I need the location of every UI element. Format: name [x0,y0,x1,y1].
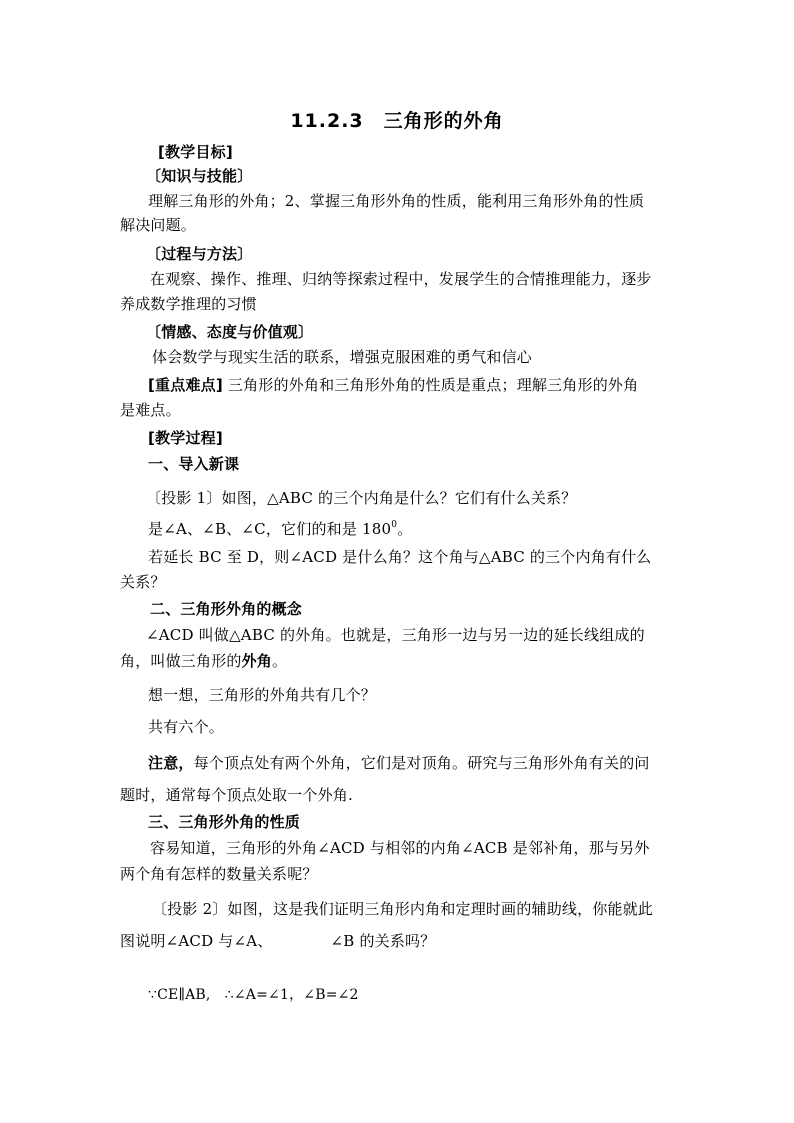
projection-2-part-a: 图说明∠ACD 与∠A、 [120,932,273,950]
note-line-2: 题时，通常每个顶点处取一个外角. [120,786,353,804]
six-answer: 共有六个。 [148,718,225,736]
degree-superscript: 0 [391,520,398,530]
concept-line-1: ∠ACD 叫做△ABC 的外角。也就是，三角形一边与另一边的延长线组成的 [146,626,645,644]
attitude-heading: 〔情感、态度与价值观〕 [146,323,314,341]
key-difficult-line-1 [148,375,708,395]
knowledge-text-line-1: 理解三角形的外角；2、掌握三角形外角的性质，能利用三角形外角的性质 [148,192,645,210]
objectives-label: [教学目标] [158,143,233,161]
attitude-text: 体会数学与现实生活的联系，增强克服困难的勇气和信心 [152,348,533,366]
process-text-line-1: 在观察、操作、推理、归纳等探索过程中，发展学生的合情推理能力，逐步 [150,270,652,288]
answer-1 [148,519,708,539]
section-3-heading: 三、三角形外角的性质 [148,813,301,831]
property-line-1: 容易知道，三角形的外角∠ACD 与相邻的内角∠ACB 是邻补角，那与另外 [150,839,650,857]
concept-2-end: 。 [272,652,288,670]
note-line-1 [148,753,708,773]
property-line-2: 两个角有怎样的数量关系呢？ [120,865,318,883]
knowledge-text-line-2: 解决问题。 [120,216,197,234]
process-heading: 〔过程与方法〕 [146,245,253,263]
answer-1-end: 。 [397,520,413,538]
projection-2-part-b: ∠B 的关系吗？ [330,932,436,950]
concept-line-2 [120,651,680,671]
projection-2-line-2 [120,931,680,951]
projection-1: 〔投影 1〕如图，△ABC 的三个内角是什么？它们有什么关系？ [146,489,577,507]
knowledge-heading: 〔知识与技能〕 [146,167,253,185]
process-text-line-2: 养成数学推理的习惯 [120,295,257,313]
process-label: [教学过程] [148,429,223,447]
answer-1-text: 是∠A、∠B、∠C，它们的和是 180 [148,520,392,538]
proof-line: ∵CE∥AB, ∴∠A=∠1，∠B=∠2 [148,987,359,1003]
extend-question-line-2: 关系？ [120,573,166,591]
page-title: 11.2.3 三角形的外角 [290,110,504,132]
key-difficult-line-2: 是难点。 [120,401,181,419]
section-1-heading: 一、导入新课 [148,455,240,473]
note-label: 注意， [148,754,194,772]
extend-question-line-1: 若延长 BC 至 D，则∠ACD 是什么角？这个角与△ABC 的三个内角有什么 [148,548,652,566]
key-text-1: 三角形的外角和三角形外角的性质是重点；理解三角形的外角 [227,376,639,394]
projection-2-line-1: 〔投影 2〕如图，这是我们证明三角形内角和定理时画的辅助线，你能就此 [152,900,654,918]
key-label: [重点难点] [148,376,223,394]
section-2-heading: 二、三角形外角的概念 [150,600,303,618]
think-question: 想一想，三角形的外角共有几个？ [148,686,377,704]
concept-2-bold: 外角 [241,652,273,670]
concept-2-text: 角，叫做三角形的 [120,652,242,670]
note-1-text: 每个顶点处有两个外角，它们是对顶角。研究与三角形外角有关的问 [193,754,650,772]
